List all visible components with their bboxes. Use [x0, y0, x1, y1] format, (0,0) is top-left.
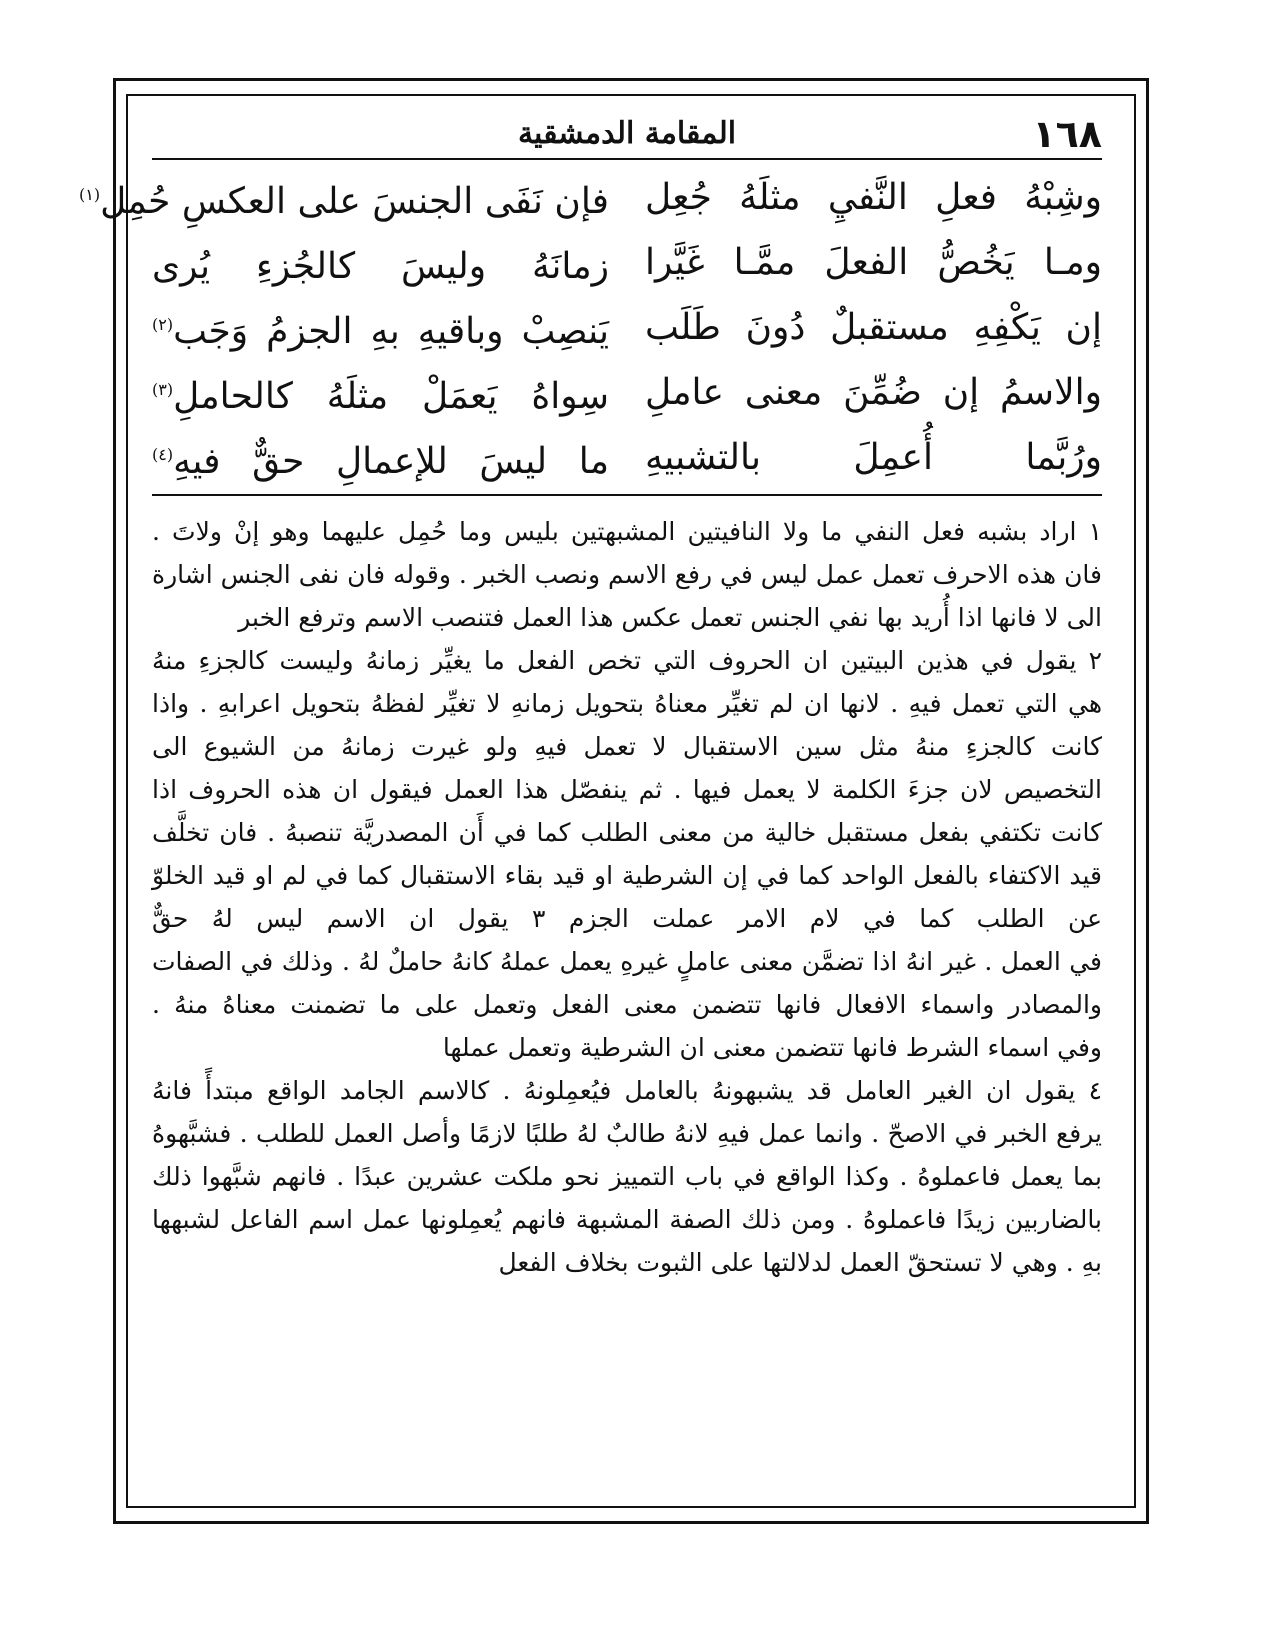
verse-text: سِواهُ يَعمَلْ مثلَهُ كالحاملِ	[173, 375, 609, 417]
verse-hemistich-first: ورُبَّما أُعمِلَ بالتشبيهِ	[645, 437, 1102, 478]
note-line: ١ اراد بشبه فعل النفي ما ولا النافيتين المشبهتين بليس وما حُمِل عليهما وهو إنْ ولاتَ .	[152, 517, 1102, 546]
note-line: ٢ يقول في هذين البيتين ان الحروف التي تخص الفعل ما يغيِّر زمانهُ وليست كالجزءِ منهُ	[152, 646, 1102, 675]
verse-hemistich-second	[152, 227, 627, 299]
verse-line	[152, 295, 1102, 360]
note-line: بالضاربين زيدًا فاعملوهُ . ومن ذلك الصفة المشبهة فانهم يُعمِلونها عمل اسم الفاعل لشبهها	[152, 1205, 1102, 1234]
verse-line	[152, 230, 1102, 295]
verse-hemistich-second	[79, 162, 627, 234]
verse-text: ما ليسَ للإعمالِ حقٌّ فيهِ	[173, 440, 609, 482]
note-line: بهِ . وهي لا تستحقّ العمل لدلالتها على الثبوت بخلاف الفعل	[498, 1248, 1102, 1277]
verse-hemistich-first: وشِبْهُ فعلِ النَّفيِ مثلَهُ جُعِل	[645, 177, 1102, 218]
note-line: يرفع الخبر في الاصحّ . وانما عمل فيهِ لانهُ طالبٌ لهُ طلبًا لازمًا وأصل العمل للطلب . فشبَّهوهُ	[152, 1119, 1102, 1148]
verse-text: يَنصِبْ وباقيهِ بهِ الجزمُ وَجَب	[173, 310, 609, 352]
note-line: وفي اسماء الشرط فانها تتضمن معنى ان الشرطية وتعمل عملها	[442, 1033, 1102, 1062]
footnote-ref: (١)	[79, 184, 101, 204]
commentary-notes	[152, 510, 1102, 1284]
footnote-ref: (٤)	[152, 444, 174, 464]
verse-line	[79, 165, 1102, 230]
verse-hemistich-second	[152, 422, 627, 494]
note-line: هي التي تعمل فيهِ . لانها ان لم تغيِّر معناهُ بتحويل زمانهِ لا تغيِّر لفظهُ بتحويل اعرابهِ . واذا	[152, 689, 1102, 718]
note-line: والمصادر واسماء الافعال فانها تتضمن معنى الفعل وتعمل على ما تضمنت معناهُ منهُ .	[152, 990, 1102, 1019]
verse-hemistich-first: والاسمُ إن ضُمِّنَ معنى عاملِ	[645, 372, 1102, 413]
note-line: قيد الاكتفاء بالفعل الواحد كما في إن الشرطية او قيد بقاء الاستقبال كما في لم او قيد الخلوّ	[152, 861, 1102, 890]
notes-separator	[152, 494, 1102, 496]
verse-text: زمانَهُ وليسَ كالجُزءِ يُرى	[152, 245, 609, 287]
verse-hemistich-first: إن يَكْفِهِ مستقبلٌ دُونَ طَلَب	[645, 307, 1102, 348]
note-line: عن الطلب كما في لام الامر عملت الجزم ٣ يقول ان الاسم ليس لهُ حقٌّ	[152, 904, 1102, 933]
verse-line	[152, 360, 1102, 425]
page-header	[152, 112, 1102, 162]
note-line: التخصيص لان جزءَ الكلمة لا يعمل فيها . ثم ينفصّل هذا العمل فيقول ان هذه الحروف اذا	[152, 775, 1102, 804]
verse-hemistich-first: ومـا يَخُصُّ الفعلَ ممَّـا غَيَّرا	[645, 242, 1102, 283]
note-line: كانت كالجزءِ منهُ مثل سين الاستقبال لا تعمل فيهِ ولو غيرت زمانهُ من الشيوع الى	[152, 732, 1102, 761]
note-line: في العمل . غير انهُ اذا تضمَّن معنى عاملٍ غيرهِ يعمل عملهُ كانهُ حاملٌ لهُ . وذلك في الصفات	[152, 947, 1102, 976]
page-number: ١٦٨	[1032, 112, 1102, 156]
verse-line	[152, 425, 1102, 490]
note-line: بما يعمل فاعملوهُ . وكذا الواقع في باب التمييز نحو ملكت عشرين عبدًا . فانهم شبَّهوا ذلك	[152, 1162, 1102, 1191]
footnote-ref: (٣)	[152, 379, 174, 399]
verse-hemistich-second	[152, 357, 627, 429]
note-line: فان هذه الاحرف تعمل عمل ليس في رفع الاسم ونصب الخبر . وقوله فان نفى الجنس اشارة	[152, 560, 1102, 589]
verse-text: فإن نَفَى الجنسَ على العكسِ حُمِل	[100, 180, 609, 222]
header-rule	[152, 158, 1102, 160]
note-line: ٤ يقول ان الغير العامل قد يشبهونهُ بالعامل فيُعمِلونهُ . كالاسم الجامد الواقع مبتدأً فانهُ	[152, 1076, 1102, 1105]
running-title: المقامة الدمشقية	[517, 116, 737, 151]
note-line: الى لا فانها اذا أُريد بها نفي الجنس تعمل عكس هذا العمل فتنصب الاسم وترفع الخبر	[238, 603, 1102, 632]
verse-hemistich-second	[152, 292, 627, 364]
note-line: كانت تكتفي بفعل مستقبل خالية من معنى الطلب كما في أَن المصدريَّة تنصبهُ . فان تخلَّف	[152, 818, 1102, 847]
poem-verses	[79, 165, 1102, 490]
footnote-ref: (٢)	[152, 314, 174, 334]
